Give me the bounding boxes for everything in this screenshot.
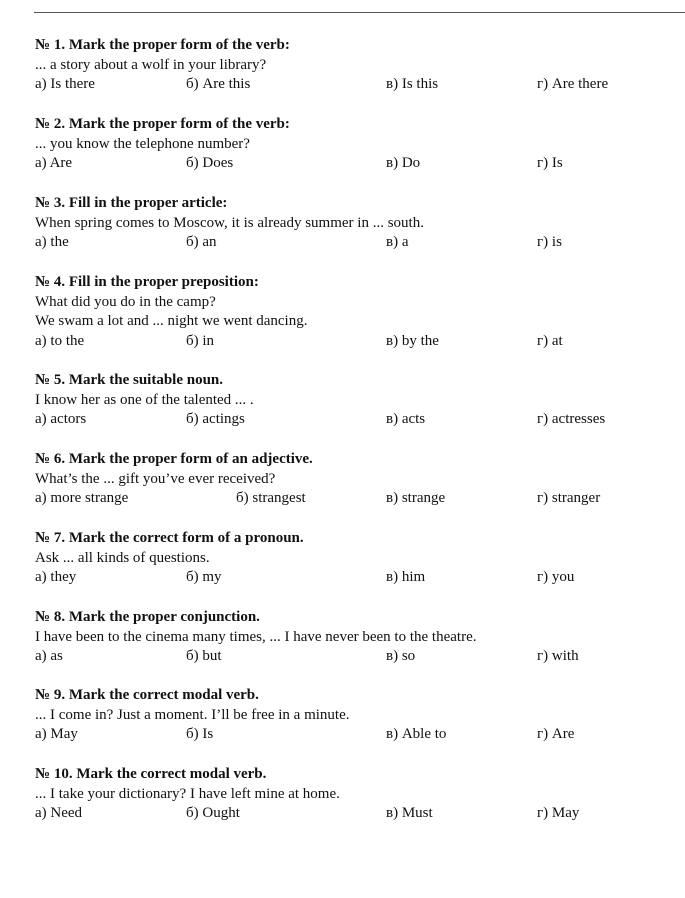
- question-title: № 7. Mark the correct form of a pronoun.: [35, 530, 304, 546]
- question-text: What’s the ... gift you’ve ever received?: [35, 470, 276, 487]
- option-b[interactable]: б) Are this: [186, 76, 251, 92]
- option-v[interactable]: в) him: [386, 569, 426, 585]
- question-2: [35, 115, 675, 174]
- option-g[interactable]: г) at: [537, 332, 563, 349]
- option-v[interactable]: в) Able to: [386, 726, 447, 742]
- option-v[interactable]: в) by the: [386, 332, 439, 349]
- question-title: № 5. Mark the suitable noun.: [35, 372, 224, 388]
- option-a[interactable]: a) actors: [35, 411, 87, 427]
- option-v[interactable]: в) strange: [386, 490, 446, 506]
- option-g[interactable]: г) you: [537, 569, 575, 585]
- option-b[interactable]: б) but: [186, 648, 222, 664]
- option-a[interactable]: a) May: [35, 726, 78, 742]
- option-a[interactable]: a) the: [35, 234, 69, 250]
- question-1: [35, 36, 675, 95]
- answer-options: [35, 410, 675, 430]
- answer-options: [35, 725, 675, 745]
- answer-options: [35, 804, 675, 824]
- question-9: [35, 686, 675, 745]
- question-title: № 4. Fill in the proper preposition:: [35, 274, 259, 290]
- question-8: [35, 608, 675, 667]
- question-7: [35, 529, 675, 588]
- answer-options: [35, 154, 675, 174]
- option-a[interactable]: a) as: [35, 648, 63, 664]
- option-v[interactable]: в) Must: [386, 805, 433, 821]
- question-text: I have been to the cinema many times, ... I have never been to the theatre.: [35, 628, 477, 645]
- option-a[interactable]: a) Need: [35, 805, 83, 821]
- answer-options: [35, 489, 675, 509]
- question-text: I know her as one of the talented ... .: [35, 391, 254, 408]
- option-v[interactable]: в) acts: [386, 411, 426, 427]
- answer-options: [35, 568, 675, 588]
- answer-options: [35, 75, 675, 95]
- question-text: ... you know the telephone number?: [35, 135, 250, 152]
- option-b[interactable]: б) Ought: [186, 805, 240, 821]
- option-g[interactable]: г) Is: [537, 155, 563, 171]
- option-b[interactable]: б) strangest: [236, 490, 306, 506]
- question-text: Ask ... all kinds of questions.: [35, 549, 210, 566]
- question-title: № 10. Mark the correct modal verb.: [35, 766, 267, 782]
- option-v[interactable]: в) Do: [386, 155, 421, 171]
- question-3: [35, 194, 675, 253]
- question-title: № 1. Mark the proper form of the verb:: [35, 37, 290, 53]
- option-g[interactable]: г) Are there: [537, 76, 609, 92]
- question-4: [35, 273, 675, 351]
- answer-options: [35, 332, 675, 352]
- option-g[interactable]: г) Are: [537, 726, 575, 742]
- question-title: № 6. Mark the proper form of an adjective.: [35, 451, 313, 467]
- question-title: № 8. Mark the proper conjunction.: [35, 609, 260, 625]
- option-a[interactable]: a) they: [35, 569, 77, 585]
- option-v[interactable]: в) a: [386, 234, 409, 250]
- question-title: № 2. Mark the proper form of the verb:: [35, 116, 290, 132]
- question-text: ... I come in? Just a moment. I’ll be free in a minute.: [35, 706, 350, 723]
- question-text: What did you do in the camp?: [35, 293, 216, 310]
- option-b[interactable]: б) in: [186, 332, 215, 349]
- question-title: № 3. Fill in the proper article:: [35, 195, 228, 211]
- option-g[interactable]: г) stranger: [537, 490, 601, 506]
- question-6: [35, 450, 675, 509]
- answer-options: [35, 233, 675, 253]
- option-b[interactable]: б) Does: [186, 155, 234, 171]
- top-divider: [34, 12, 685, 13]
- option-g[interactable]: г) is: [537, 234, 562, 250]
- answer-options: [35, 647, 675, 667]
- option-b[interactable]: б) my: [186, 569, 222, 585]
- option-a[interactable]: a) to the: [35, 332, 85, 349]
- option-a[interactable]: a) Is there: [35, 76, 95, 92]
- option-g[interactable]: г) with: [537, 648, 579, 664]
- option-b[interactable]: б) actings: [186, 411, 245, 427]
- question-10: [35, 765, 675, 824]
- question-text: When spring comes to Moscow, it is already summer in ... south.: [35, 214, 424, 231]
- option-g[interactable]: г) May: [537, 805, 580, 821]
- question-title: № 9. Mark the correct modal verb.: [35, 687, 259, 703]
- option-g[interactable]: г) actresses: [537, 411, 606, 427]
- option-v[interactable]: в) Is this: [386, 76, 439, 92]
- option-v[interactable]: в) so: [386, 648, 416, 664]
- question-text: ... a story about a wolf in your library?: [35, 56, 267, 73]
- question-5: [35, 371, 675, 430]
- option-a[interactable]: a) Are: [35, 155, 73, 171]
- option-a[interactable]: a) more strange: [35, 490, 129, 506]
- option-b[interactable]: б) an: [186, 234, 217, 250]
- option-b[interactable]: б) Is: [186, 726, 214, 742]
- question-text: We swam a lot and ... night we went dancing.: [35, 313, 308, 329]
- question-text: ... I take your dictionary? I have left mine at home.: [35, 785, 340, 802]
